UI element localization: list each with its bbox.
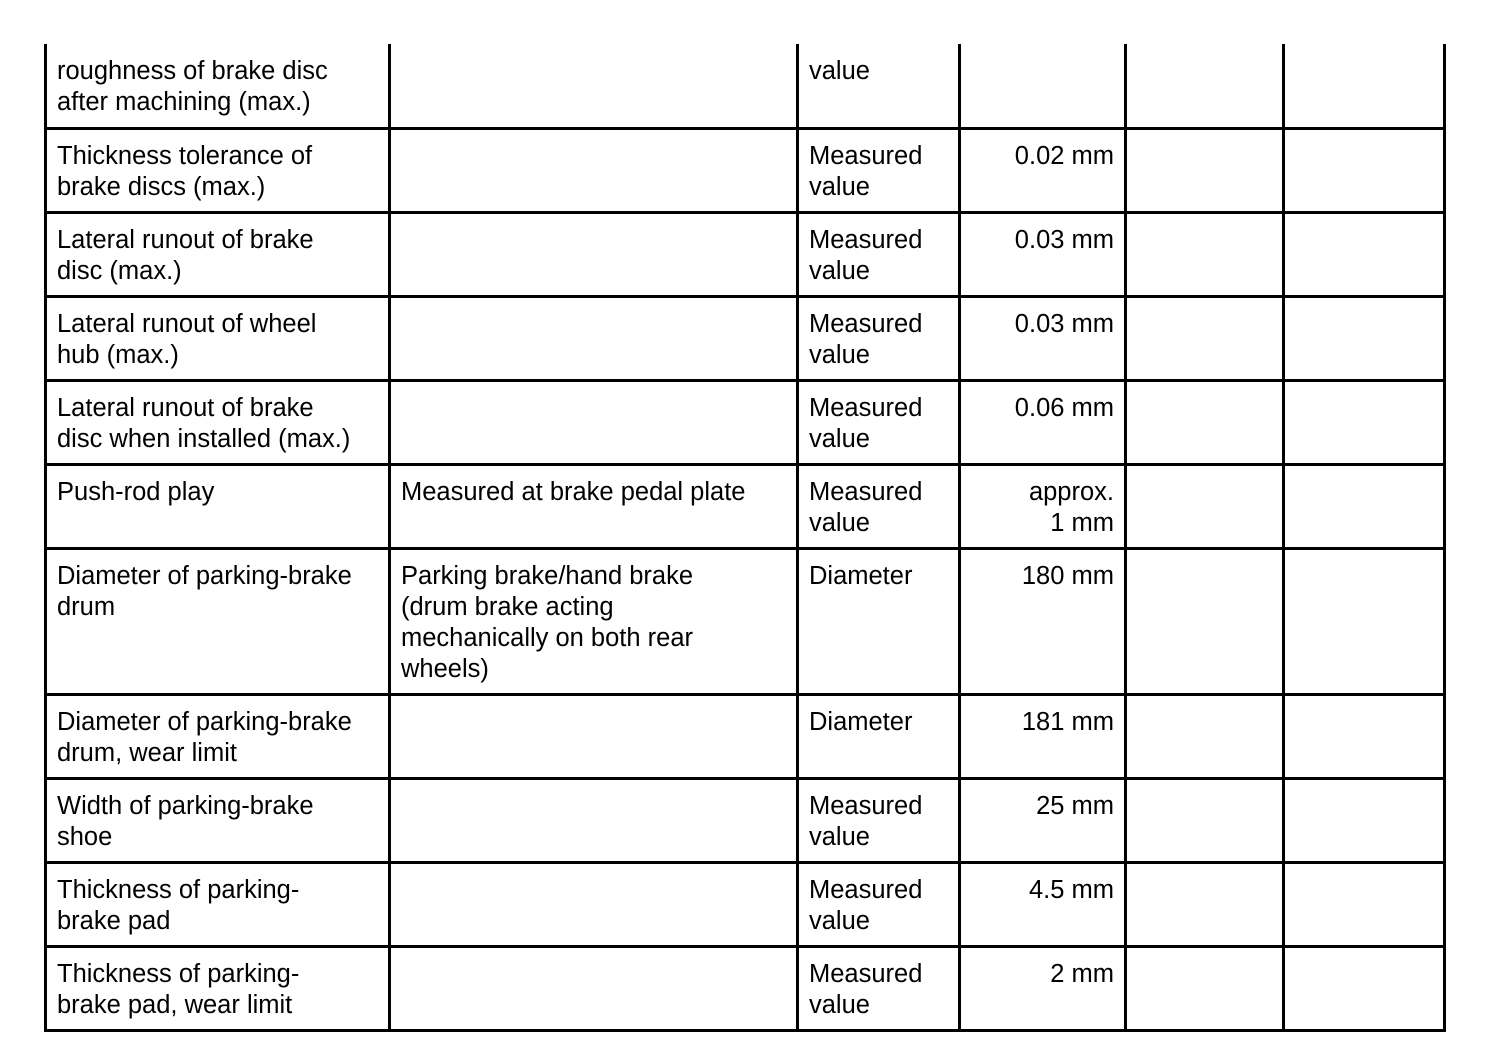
method-cell: Measured value xyxy=(798,296,960,380)
value-cell: 0.03 mm xyxy=(960,296,1126,380)
method-cell: Diameter xyxy=(798,548,960,694)
table-row xyxy=(46,212,1445,296)
method-cell: Diameter xyxy=(798,694,960,778)
empty-cell xyxy=(1284,44,1445,128)
value-cell xyxy=(960,44,1126,128)
table-row xyxy=(46,44,1445,128)
method-cell: Measured value xyxy=(798,128,960,212)
condition-cell xyxy=(390,296,798,380)
empty-cell xyxy=(1284,212,1445,296)
table-row xyxy=(46,380,1445,464)
empty-cell xyxy=(1126,694,1284,778)
value-cell: 25 mm xyxy=(960,778,1126,862)
empty-cell xyxy=(1284,464,1445,548)
table-row xyxy=(46,946,1445,1030)
condition-cell xyxy=(390,212,798,296)
empty-cell xyxy=(1126,946,1284,1030)
table-row xyxy=(46,296,1445,380)
empty-cell xyxy=(1126,212,1284,296)
method-cell: Measured value xyxy=(798,380,960,464)
value-cell: 181 mm xyxy=(960,694,1126,778)
brake-spec-table xyxy=(44,44,1446,1032)
parameter-cell: Diameter of parking-brake drum xyxy=(46,548,390,694)
condition-cell xyxy=(390,778,798,862)
value-cell: approx. 1 mm xyxy=(960,464,1126,548)
table-row xyxy=(46,464,1445,548)
empty-cell xyxy=(1126,778,1284,862)
parameter-cell: Width of parking-brake shoe xyxy=(46,778,390,862)
empty-cell xyxy=(1284,548,1445,694)
empty-cell xyxy=(1284,296,1445,380)
empty-cell xyxy=(1284,862,1445,946)
value-cell: 0.06 mm xyxy=(960,380,1126,464)
empty-cell xyxy=(1284,380,1445,464)
value-cell: 2 mm xyxy=(960,946,1126,1030)
parameter-cell: Diameter of parking-brake drum, wear limit xyxy=(46,694,390,778)
table-row xyxy=(46,694,1445,778)
empty-cell xyxy=(1126,464,1284,548)
method-cell: Measured value xyxy=(798,212,960,296)
condition-cell xyxy=(390,862,798,946)
parameter-cell: Push-rod play xyxy=(46,464,390,548)
table-row xyxy=(46,778,1445,862)
empty-cell xyxy=(1126,862,1284,946)
empty-cell xyxy=(1284,694,1445,778)
method-cell: Measured value xyxy=(798,946,960,1030)
empty-cell xyxy=(1126,296,1284,380)
parameter-cell: Thickness of parking- brake pad xyxy=(46,862,390,946)
value-cell: 0.03 mm xyxy=(960,212,1126,296)
table-body xyxy=(46,44,1445,1030)
condition-cell xyxy=(390,380,798,464)
parameter-cell: Thickness of parking- brake pad, wear limit xyxy=(46,946,390,1030)
condition-cell xyxy=(390,694,798,778)
value-cell: 4.5 mm xyxy=(960,862,1126,946)
parameter-cell: Lateral runout of wheel hub (max.) xyxy=(46,296,390,380)
parameter-cell: Lateral runout of brake disc (max.) xyxy=(46,212,390,296)
method-cell: value xyxy=(798,44,960,128)
empty-cell xyxy=(1284,778,1445,862)
empty-cell xyxy=(1126,44,1284,128)
empty-cell xyxy=(1126,128,1284,212)
method-cell: Measured value xyxy=(798,862,960,946)
method-cell: Measured value xyxy=(798,464,960,548)
condition-cell xyxy=(390,44,798,128)
table-row xyxy=(46,862,1445,946)
empty-cell xyxy=(1126,548,1284,694)
empty-cell xyxy=(1284,946,1445,1030)
value-cell: 180 mm xyxy=(960,548,1126,694)
empty-cell xyxy=(1284,128,1445,212)
table-row xyxy=(46,548,1445,694)
condition-cell xyxy=(390,128,798,212)
empty-cell xyxy=(1126,380,1284,464)
condition-cell: Parking brake/hand brake (drum brake acting mechanically on both rear wheels) xyxy=(390,548,798,694)
table-row xyxy=(46,128,1445,212)
parameter-cell: roughness of brake disc after machining (max.) xyxy=(46,44,390,128)
condition-cell: Measured at brake pedal plate xyxy=(390,464,798,548)
method-cell: Measured value xyxy=(798,778,960,862)
condition-cell xyxy=(390,946,798,1030)
value-cell: 0.02 mm xyxy=(960,128,1126,212)
parameter-cell: Lateral runout of brake disc when installed (max.) xyxy=(46,380,390,464)
parameter-cell: Thickness tolerance of brake discs (max.) xyxy=(46,128,390,212)
